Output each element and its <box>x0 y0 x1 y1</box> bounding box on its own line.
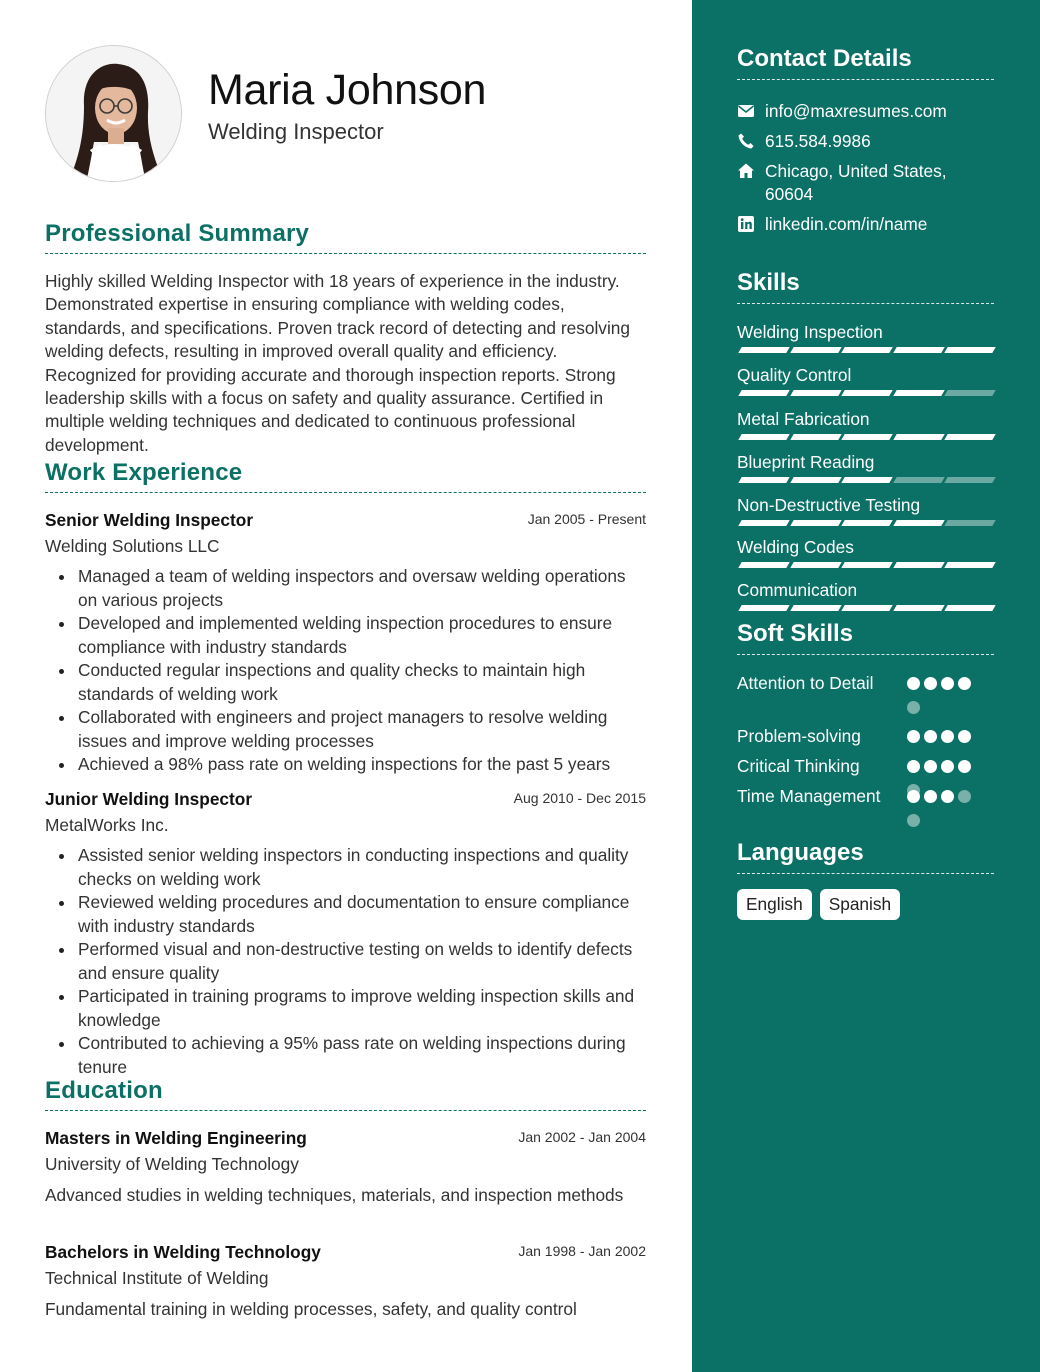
skill-level-segment <box>893 434 944 440</box>
rating-dot <box>907 730 920 743</box>
section-title-experience: Work Experience <box>45 459 646 493</box>
skill-level-segment <box>738 477 789 483</box>
skill-level-segment <box>944 434 995 440</box>
soft-skill-name: Critical Thinking <box>737 756 860 776</box>
phone-icon <box>737 132 755 150</box>
list-item: Performed visual and non-destructive testing on welds to identify defects and ensure quality <box>45 938 646 985</box>
soft-skill-name: Problem-solving <box>737 726 861 746</box>
list-item: Developed and implemented welding inspection procedures to ensure compliance with industry standards <box>45 612 646 659</box>
skill-level-bar <box>737 605 994 612</box>
contact-email[interactable] <box>737 100 994 123</box>
section-title-education: Education <box>45 1077 646 1111</box>
section-title-languages: Languages <box>737 839 994 874</box>
skill-level-segment <box>944 520 995 526</box>
language-badge: English <box>737 889 812 920</box>
skill-level-segment <box>738 347 789 353</box>
skill-level-segment <box>738 390 789 396</box>
skill-level-segment <box>738 520 789 526</box>
rating-dot <box>941 790 954 803</box>
list-item: Reviewed welding procedures and documentation to ensure compliance with industry standards <box>45 891 646 938</box>
soft-skill-name: Attention to Detail <box>737 673 874 693</box>
list-item: Conducted regular inspections and quality checks to maintain high standards of welding work <box>45 659 646 706</box>
skill-level-segment <box>790 390 841 396</box>
skill-level-segment <box>790 562 841 568</box>
job-role: Junior Welding Inspector <box>45 789 253 809</box>
list-item: Collaborated with engineers and project managers to resolve welding issues and improve welding processes <box>45 706 646 753</box>
skill-item <box>737 363 994 397</box>
rating-dot <box>924 677 937 690</box>
contact-phone[interactable] <box>737 130 994 153</box>
education-date: Jan 2002 - Jan 2004 <box>518 1129 646 1145</box>
skill-item <box>737 578 994 612</box>
school: University of Welding Technology <box>45 1154 299 1174</box>
job-entry <box>45 789 646 1079</box>
skill-level-segment <box>893 605 944 611</box>
skill-level-segment <box>841 477 892 483</box>
section-title-skills: Skills <box>737 269 994 304</box>
rating-dot <box>924 760 937 773</box>
list-item: Achieved a 98% pass rate on welding inspections for the past 5 years <box>45 753 646 777</box>
contact-linkedin[interactable] <box>737 213 994 236</box>
education-description: Advanced studies in welding techniques, materials, and inspection methods <box>45 1185 624 1205</box>
candidate-name: Maria Johnson <box>208 66 487 114</box>
degree: Masters in Welding Engineering <box>45 1128 307 1148</box>
job-bullets <box>45 844 646 1079</box>
rating-dot <box>907 677 920 690</box>
contact-address-text: Chicago, United States, 60604 <box>765 161 947 204</box>
rating-dot <box>907 701 920 714</box>
skill-level-segment <box>893 477 944 483</box>
skill-level-segment <box>841 347 892 353</box>
rating-dot <box>958 677 971 690</box>
job-company: MetalWorks Inc. <box>45 815 169 835</box>
rating-dot <box>958 730 971 743</box>
list-item: Assisted senior welding inspectors in conducting inspections and quality checks on welding work <box>45 844 646 891</box>
rating-dot <box>907 790 920 803</box>
degree: Bachelors in Welding Technology <box>45 1242 321 1262</box>
candidate-title: Welding Inspector <box>208 119 384 144</box>
education-description: Fundamental training in welding processes, safety, and quality control <box>45 1299 577 1319</box>
language-badge: Spanish <box>820 889 900 920</box>
skill-level-bar <box>737 434 994 441</box>
job-date: Jan 2005 - Present <box>527 511 646 527</box>
section-title-summary: Professional Summary <box>45 220 646 254</box>
skill-level-bar <box>737 477 994 484</box>
skill-level-bar <box>737 390 994 397</box>
skill-level-segment <box>944 477 995 483</box>
contact-address <box>737 160 994 206</box>
skill-level-segment <box>841 434 892 440</box>
skill-name: Quality Control <box>737 365 852 385</box>
languages-list <box>737 889 900 920</box>
skill-level-segment <box>893 562 944 568</box>
sidebar <box>692 0 1040 1372</box>
skill-level-segment <box>738 605 789 611</box>
job-role: Senior Welding Inspector <box>45 510 254 530</box>
skill-item <box>737 493 994 527</box>
skill-level-segment <box>841 562 892 568</box>
linkedin-icon <box>737 215 755 233</box>
contact-email-text: info@maxresumes.com <box>765 101 947 121</box>
rating-dot <box>941 730 954 743</box>
skill-item <box>737 320 994 354</box>
rating-dot <box>924 730 937 743</box>
skill-level-segment <box>841 605 892 611</box>
skill-item <box>737 450 994 484</box>
skill-level-segment <box>944 562 995 568</box>
rating-dot <box>958 790 971 803</box>
school: Technical Institute of Welding <box>45 1268 269 1288</box>
soft-skill-name: Time Management <box>737 786 881 806</box>
skill-level-segment <box>944 390 995 396</box>
skill-level-bar <box>737 347 994 354</box>
list-item: Participated in training programs to improve welding inspection skills and knowledge <box>45 985 646 1032</box>
skill-level-segment <box>893 347 944 353</box>
skill-level-segment <box>790 605 841 611</box>
rating-dot <box>941 760 954 773</box>
skill-level-segment <box>790 520 841 526</box>
skill-name: Metal Fabrication <box>737 409 870 429</box>
rating-dot <box>907 814 920 827</box>
contact-phone-text: 615.584.9986 <box>765 131 871 151</box>
skill-item <box>737 407 994 441</box>
skill-level-segment <box>738 434 789 440</box>
skill-level-segment <box>893 390 944 396</box>
skill-level-bar <box>737 520 994 527</box>
skill-level-segment <box>790 434 841 440</box>
rating-dot <box>924 790 937 803</box>
job-entry <box>45 510 646 777</box>
skill-level-segment <box>738 562 789 568</box>
skill-name: Non-Destructive Testing <box>737 495 921 515</box>
summary-text: Highly skilled Welding Inspector with 18 years of experience in the industry. Demonstrated expertise in ensuring compliance with welding codes, standards, and specifications. Proven track record of detecting and resolving welding defects, resulting in improved overall quality and efficiency. Recognized for providing accurate and thorough inspection reports. Strong leadership skills with a focus on safety and quality assurance. Certified in multiple welding techniques and dedicated to continuous professional development. <box>45 271 631 455</box>
rating-dot <box>941 677 954 690</box>
envelope-icon <box>737 102 755 120</box>
list-item: Managed a team of welding inspectors and oversaw welding operations on various projects <box>45 565 646 612</box>
skill-level-segment <box>893 520 944 526</box>
rating-dot <box>958 760 971 773</box>
home-icon <box>737 162 755 180</box>
skill-name: Welding Inspection <box>737 322 883 342</box>
rating-dot <box>907 760 920 773</box>
skill-level-segment <box>790 477 841 483</box>
skill-level-bar <box>737 562 994 569</box>
skill-level-segment <box>841 520 892 526</box>
job-company: Welding Solutions LLC <box>45 536 220 556</box>
skill-name: Communication <box>737 580 858 600</box>
education-date: Jan 1998 - Jan 2002 <box>518 1243 646 1259</box>
skill-level-segment <box>790 347 841 353</box>
profile-photo <box>45 45 182 182</box>
skill-name: Blueprint Reading <box>737 452 875 472</box>
skill-level-segment <box>944 605 995 611</box>
avatar <box>46 46 182 182</box>
contact-linkedin-text: linkedin.com/in/name <box>765 214 928 234</box>
job-date: Aug 2010 - Dec 2015 <box>513 790 646 806</box>
section-title-contact: Contact Details <box>737 45 994 80</box>
education-entry <box>45 1242 646 1322</box>
job-bullets <box>45 565 646 777</box>
education-entry <box>45 1128 646 1208</box>
skill-level-segment <box>841 390 892 396</box>
list-item: Contributed to achieving a 95% pass rate on welding inspections during tenure <box>45 1032 646 1079</box>
skill-item <box>737 535 994 569</box>
skill-name: Welding Codes <box>737 537 854 557</box>
skill-level-segment <box>944 347 995 353</box>
section-title-soft-skills: Soft Skills <box>737 620 994 655</box>
